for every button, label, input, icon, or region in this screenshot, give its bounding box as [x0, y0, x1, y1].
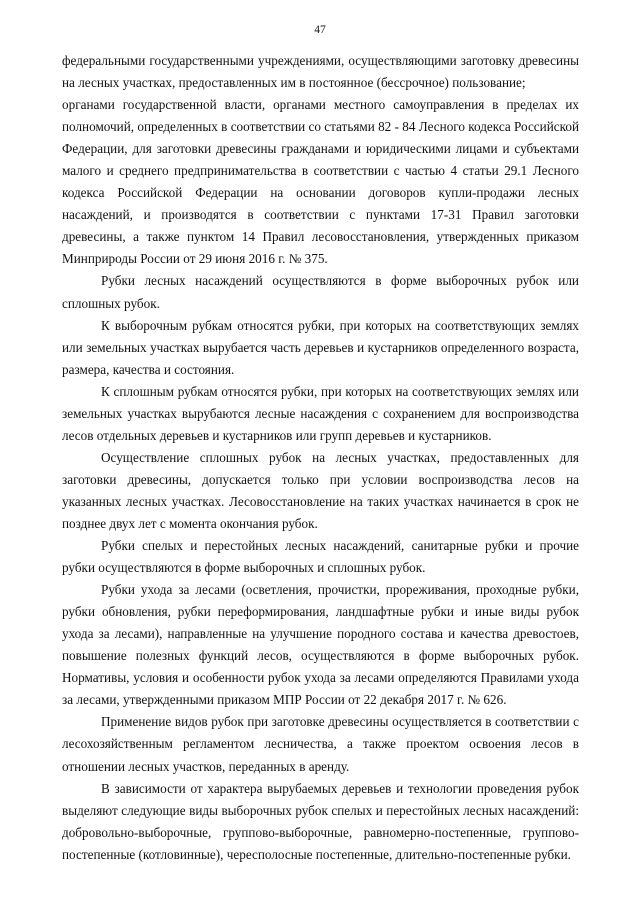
page-number: 47: [314, 24, 326, 36]
paragraph-selective-types: В зависимости от характера вырубаемых деревьев и технологии проведения рубок выделяют следующие виды выборочных рубок спелых и перестойных лесных насаждений: добровольно-выборочные, группово-выборочные, равномерно-постепенные, группово-постепенные (котловинные), чересполосные постепенные, длительно-постепенные рубки.: [62, 780, 579, 862]
paragraph-felling-application: Применение видов рубок при заготовке древесины осуществляется в соответствии с лесохозяйственным регламентом лесничества, а также проектом освоения лесов в отношении лесных участков, переданных в аренду.: [62, 714, 579, 774]
paragraph-mature-stands: Рубки спелых и перестойных лесных насаждений, санитарные рубки и прочие рубки осуществляются в форме выборочных и сплошных рубок.: [62, 538, 579, 576]
paragraph-felling-forms: Рубки лесных насаждений осуществляются в форме выборочных рубок или сплошных рубок.: [62, 273, 579, 311]
paragraph-thinning: Рубки ухода за лесами (осветления, прочистки, прореживания, проходные рубки, рубки обновления, рубки переформирования, ландшафтные рубки и иные виды рубок ухода за лесами), направленные на улучшение породного состава и качества древостоев, повышение полезных функций лесов, осуществляются в форме выборочных рубок. Нормативы, условия и особенности рубок ухода за лесами определяются Правилами ухода за лесами, утвержденными приказом МПР России от 22 декабря 2017 г. № 626.: [62, 582, 579, 708]
paragraph-clear-felling: К сплошным рубкам относятся рубки, при которых на соответствующих землях или земельных участках вырубаются лесные насаждения с сохранением для воспроизводства лесов отдельных деревьев и кустарников или групп деревьев и кустарников.: [62, 383, 579, 443]
paragraph-clear-felling-conditions: Осуществление сплошных рубок на лесных участках, предоставленных для заготовки древесины, допускается только при условии воспроизводства лесов на указанных лесных участках. Лесовосстановление на таких участках начинается в срок не позднее двух лет с момента окончания рубок.: [62, 449, 579, 531]
paragraph-federal-institutions: федеральными государственными учреждениями, осуществляющими заготовку древесины на лесных участках, предоставленных им в постоянное (бессрочное) пользование;: [62, 53, 579, 91]
paragraph-selective-felling: К выборочным рубкам относятся рубки, при которых на соответствующих землях или земельных участках вырубается часть деревьев и кустарников определенного возраста, размера, качества и состояния.: [62, 317, 579, 377]
paragraph-state-authorities: органами государственной власти, органами местного самоуправления в пределах их полномочий, определенных в соответствии со статьями 82 - 84 Лесного кодекса Российской Федерации, для заготовки древесины гражданами и юридическими лицами и субъектами малого и среднего предпринимательства в соответствии с частью 4 статьи 29.1 Лесного кодекса Российской Федерации на основании договоров купли-продажи лесных насаждений, и производятся в соответствии с пунктами 17-31 Правил заготовки древесины, а также пунктом 14 Правил лесовосстановления, утвержденных приказом Минприроды России от 29 июня 2016 г. № 375.: [62, 97, 580, 267]
document-body: [62, 50, 579, 866]
